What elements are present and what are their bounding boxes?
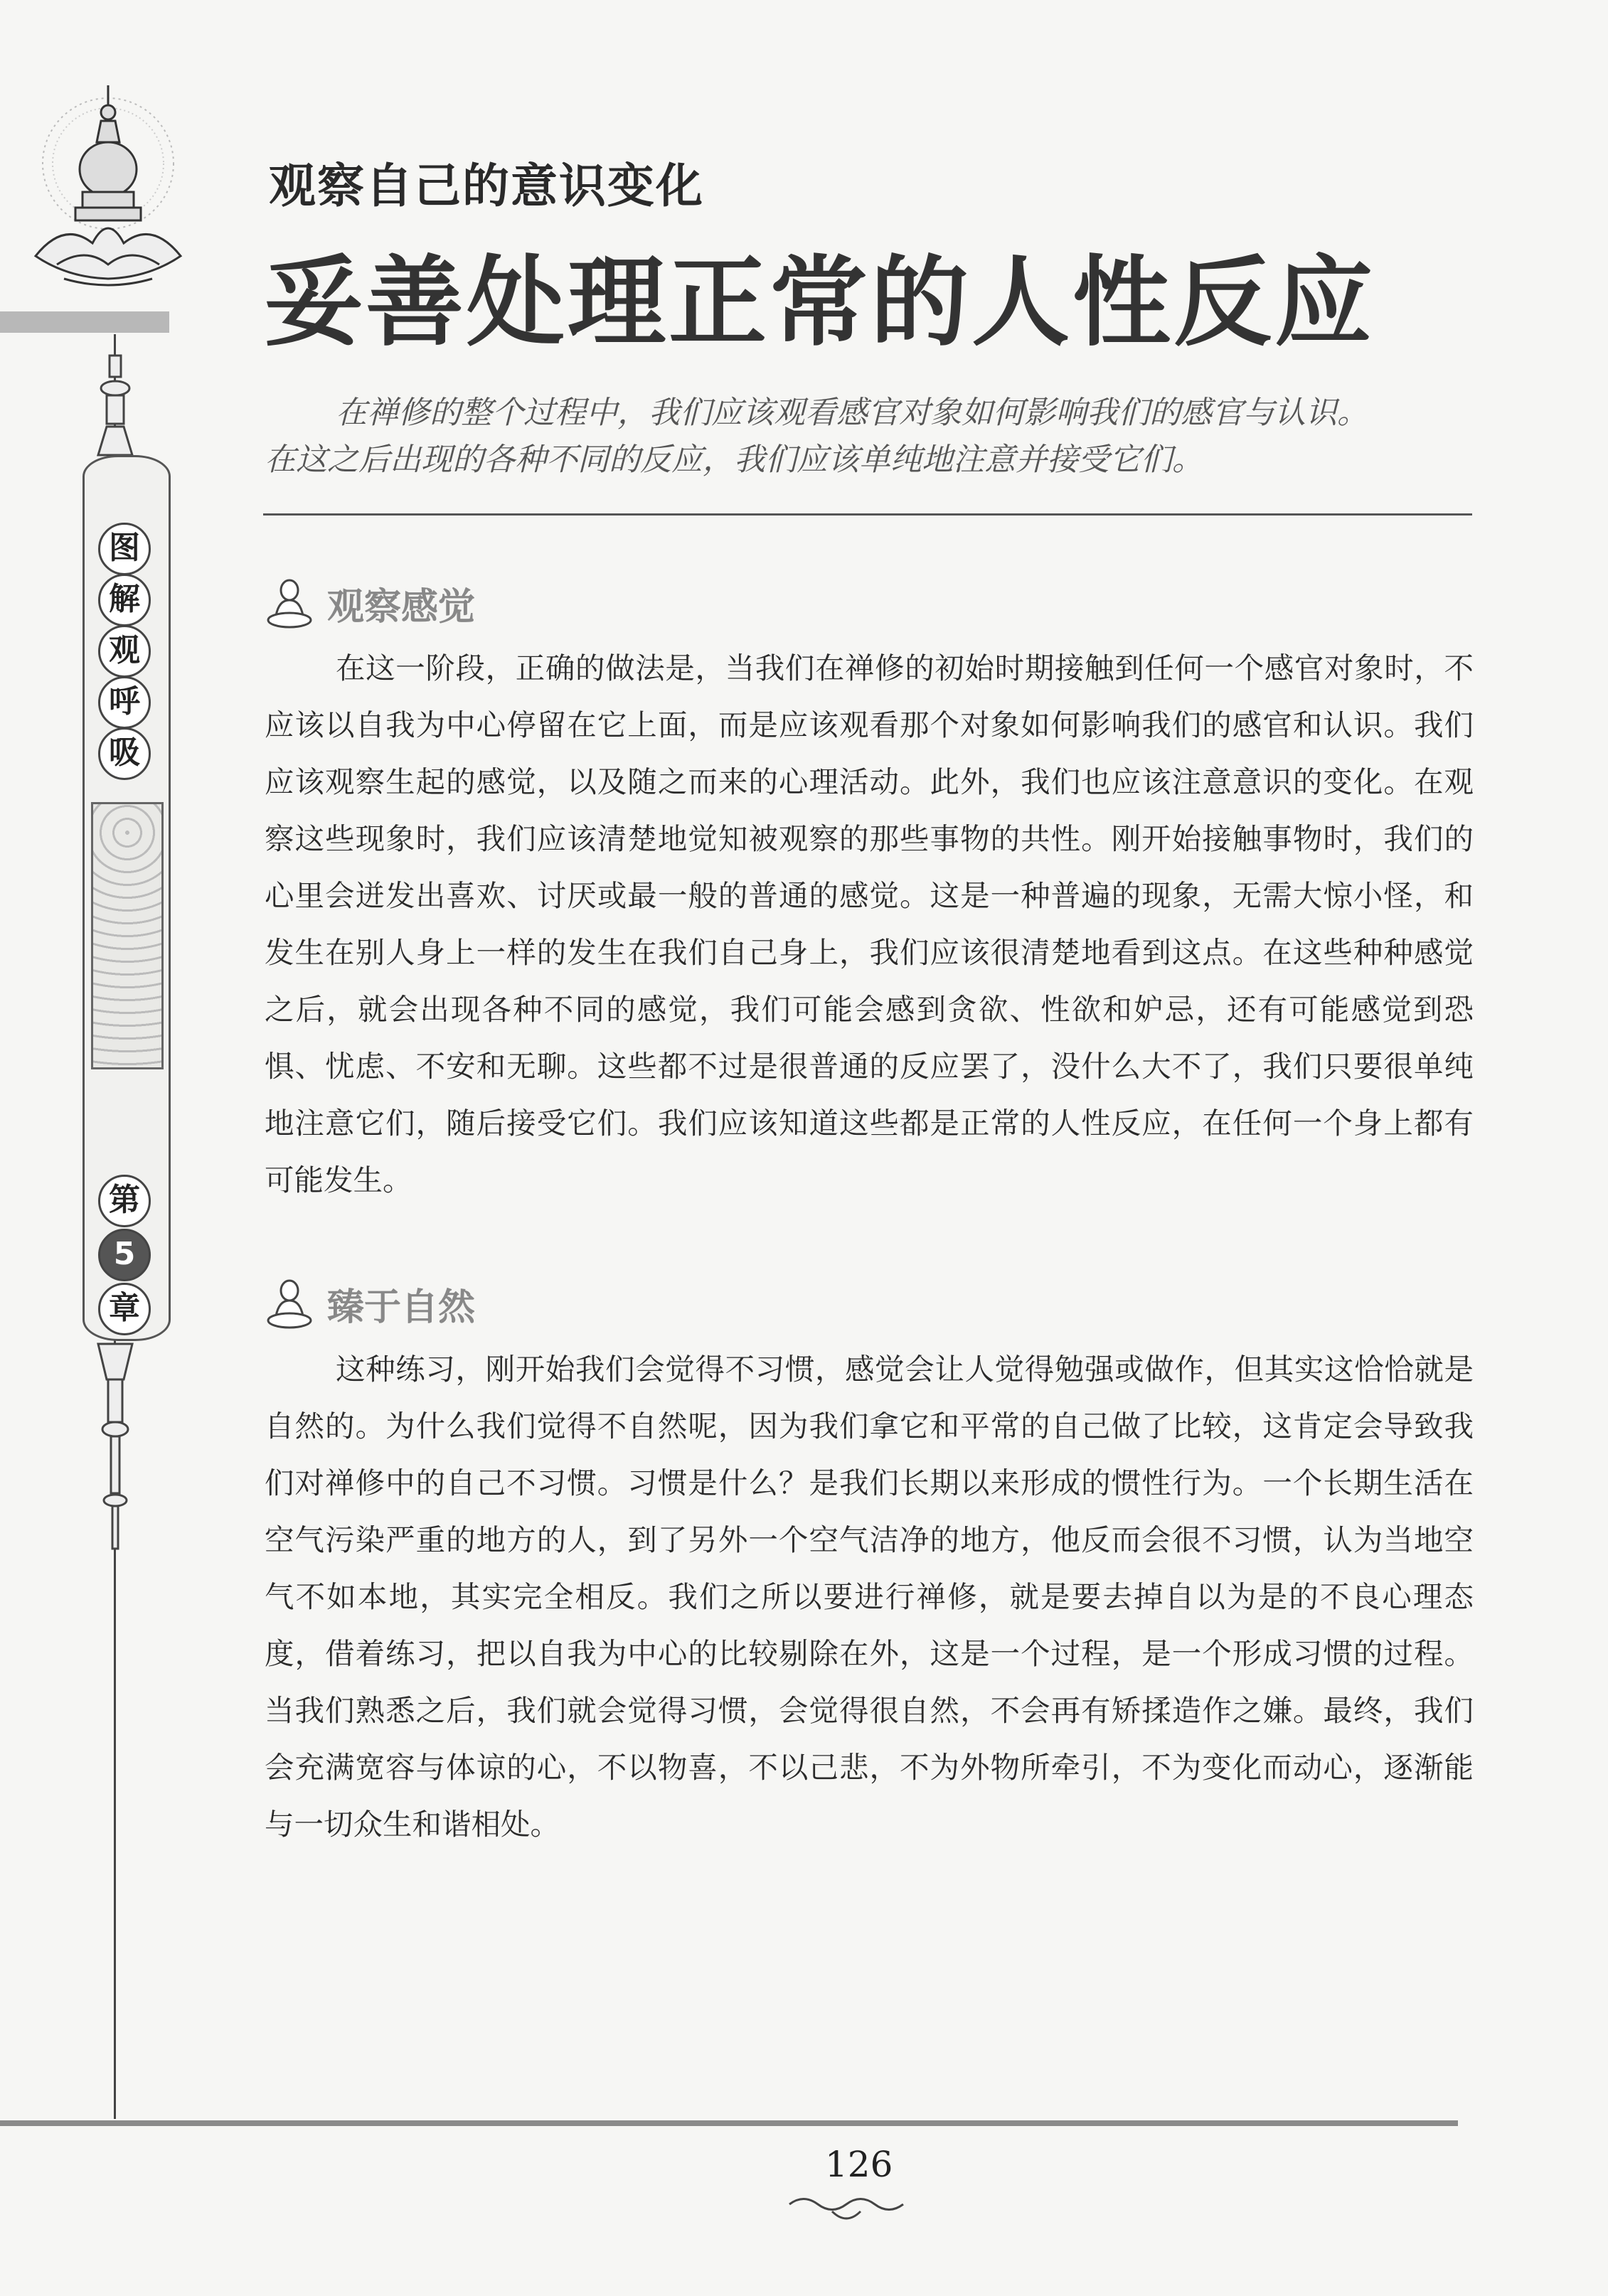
section-heading-text: 观察感觉 [327,584,476,629]
page-title: 妥善处理正常的人性反应 [265,244,1376,360]
book-title-char: 图 [98,523,151,575]
section-heading-text: 臻于自然 [327,1285,476,1329]
intro-divider [263,513,1472,516]
chapter-number-badge: 5 [98,1229,151,1281]
chapter-label-char: 章 [98,1283,151,1335]
meditating-monk-icon [265,575,314,631]
intro-line-2: 在这之后出现的各种不同的反应，我们应该单纯地注意并接受它们。 [265,442,1203,478]
pillar-top-finial [92,348,138,462]
book-title-char: 吸 [98,727,151,780]
ornamental-lattice [91,802,164,1069]
book-title-char: 观 [98,625,151,678]
section-heading-observe-feelings [265,575,475,631]
book-title-char: 解 [98,574,151,626]
header-rule-bar [0,311,169,333]
page-subtitle: 观察自己的意识变化 [269,159,704,213]
footer-rule [0,2120,1458,2126]
stupa-lotus-emblem [21,78,192,306]
intro-line-1: 在禅修的整个过程中，我们应该观看感官对象如何影响我们的感官与认识。 [336,395,1368,431]
pillar-bottom-finial [92,1337,138,1564]
page-number-flourish [782,2190,910,2226]
section-body-observe-feelings: 在这一阶段，正确的做法是，当我们在禅修的初始时期接触到任何一个感官对象时，不应该以自我为中心停留在它上面，而是应该观看那个对象如何影响我们的感官和认识。我们应该观察生起的感觉，以及随之而来的心理活动。此外，我们也应该注意意识的变化。在观察这些现象时，我们应该清楚地觉知被观察的那些事物的共性。刚开始接触事物时，我们的心里会迸发出喜欢、讨厌或最一般的普通的感觉。这是一种普遍的现象，无需大惊小怪，和发生在别人身上一样的发生在我们自己身上，我们应该很清楚地看到这点。在这些种种感觉之后，就会出现各种不同的感觉，我们可能会感到贪欲、性欲和妒忌，还有可能感觉到恐惧、忧虑、不安和无聊。这些都不过是很普通的反应罢了，没什么大不了，我们只要很单纯地注意它们，随后接受它们。我们应该知道这些都是正常的人性反应，在任何一个身上都有可能发生。 [265,651,1474,1197]
section-body-attain-naturalness: 这种练习，刚开始我们会觉得不习惯，感觉会让人觉得勉强或做作，但其实这恰恰就是自然的。为什么我们觉得不自然呢，因为我们拿它和平常的自己做了比较，这肯定会导致我们对禅修中的自己不习惯。习惯是什么？是我们长期以来形成的惯性行为。一个长期生活在空气污染严重的地方的人，到了另外一个空气洁净的地方，他反而会很不习惯，认为当地空气不如本地，其实完全相反。我们之所以要进行禅修，就是要去掉自以为是的不良心理态度，借着练习，把以自我为中心的比较剔除在外，这是一个过程，是一个形成习惯的过程。当我们熟悉之后，我们就会觉得习惯，会觉得很自然，不会再有矫揉造作之嫌。最终，我们会充满宽容与体谅的心，不以物喜，不以己悲，不为外物所牵引，不为变化而动心，逐渐能与一切众生和谐相处。 [265,1352,1474,1842]
intro-paragraph [265,390,1474,484]
page-number: 126 [825,2144,893,2185]
section-heading-attain-naturalness [265,1275,475,1332]
book-title-char: 呼 [98,676,151,729]
meditating-monk-icon [265,1275,314,1332]
chapter-label-char: 第 [98,1175,151,1227]
